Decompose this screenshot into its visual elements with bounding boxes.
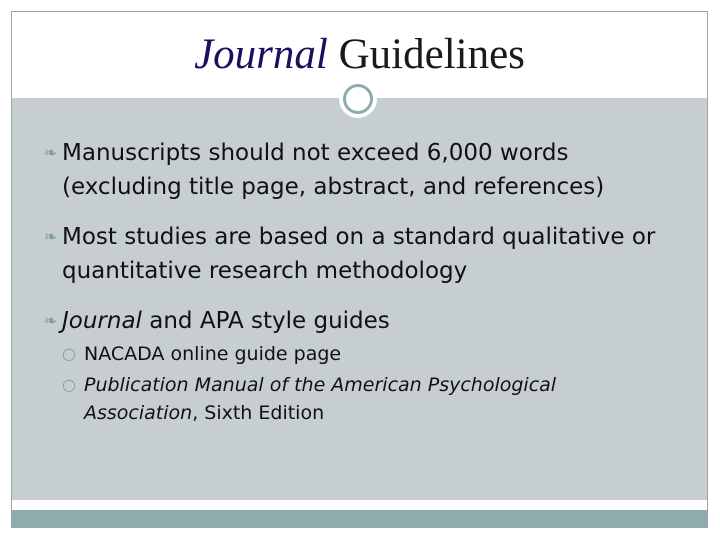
subbullet-item-2 xyxy=(62,371,674,427)
slide-title xyxy=(12,30,707,79)
subbullet-text-2: , Sixth Edition xyxy=(192,402,325,424)
bullet-text-3: and APA style guides xyxy=(141,308,390,334)
subbullet-italic-publication: Publication Manual of the American Psychological Association xyxy=(84,374,557,424)
wing-bullet-icon: ❧ xyxy=(44,311,58,330)
wing-bullet-icon: ❧ xyxy=(44,227,58,246)
subbullet-list xyxy=(62,340,674,427)
bullet-item-3 xyxy=(44,304,674,427)
title-italic-text: Journal xyxy=(194,31,328,78)
subbullet-text-1: NACADA online guide page xyxy=(84,343,342,365)
bullet-italic-journal: Journal xyxy=(62,308,142,334)
bullet-item-1 xyxy=(44,136,674,204)
bottom-accent-bar xyxy=(12,510,707,527)
wing-bullet-icon: ❧ xyxy=(44,143,58,162)
circle-divider-icon xyxy=(339,80,377,118)
subbullet-item-1 xyxy=(62,340,674,368)
title-rest-text: Guidelines xyxy=(327,31,525,78)
bullet-text-2: Most studies are based on a standard qualitative or quantitative research methodology xyxy=(62,224,656,284)
bullet-item-2 xyxy=(44,220,674,288)
circle-bullet-icon: ○ xyxy=(62,375,76,394)
circle-bullet-icon: ○ xyxy=(62,344,76,363)
bullet-list xyxy=(44,136,674,443)
bullet-text-1: Manuscripts should not exceed 6,000 words (excluding title page, abstract, and references) xyxy=(62,140,605,200)
